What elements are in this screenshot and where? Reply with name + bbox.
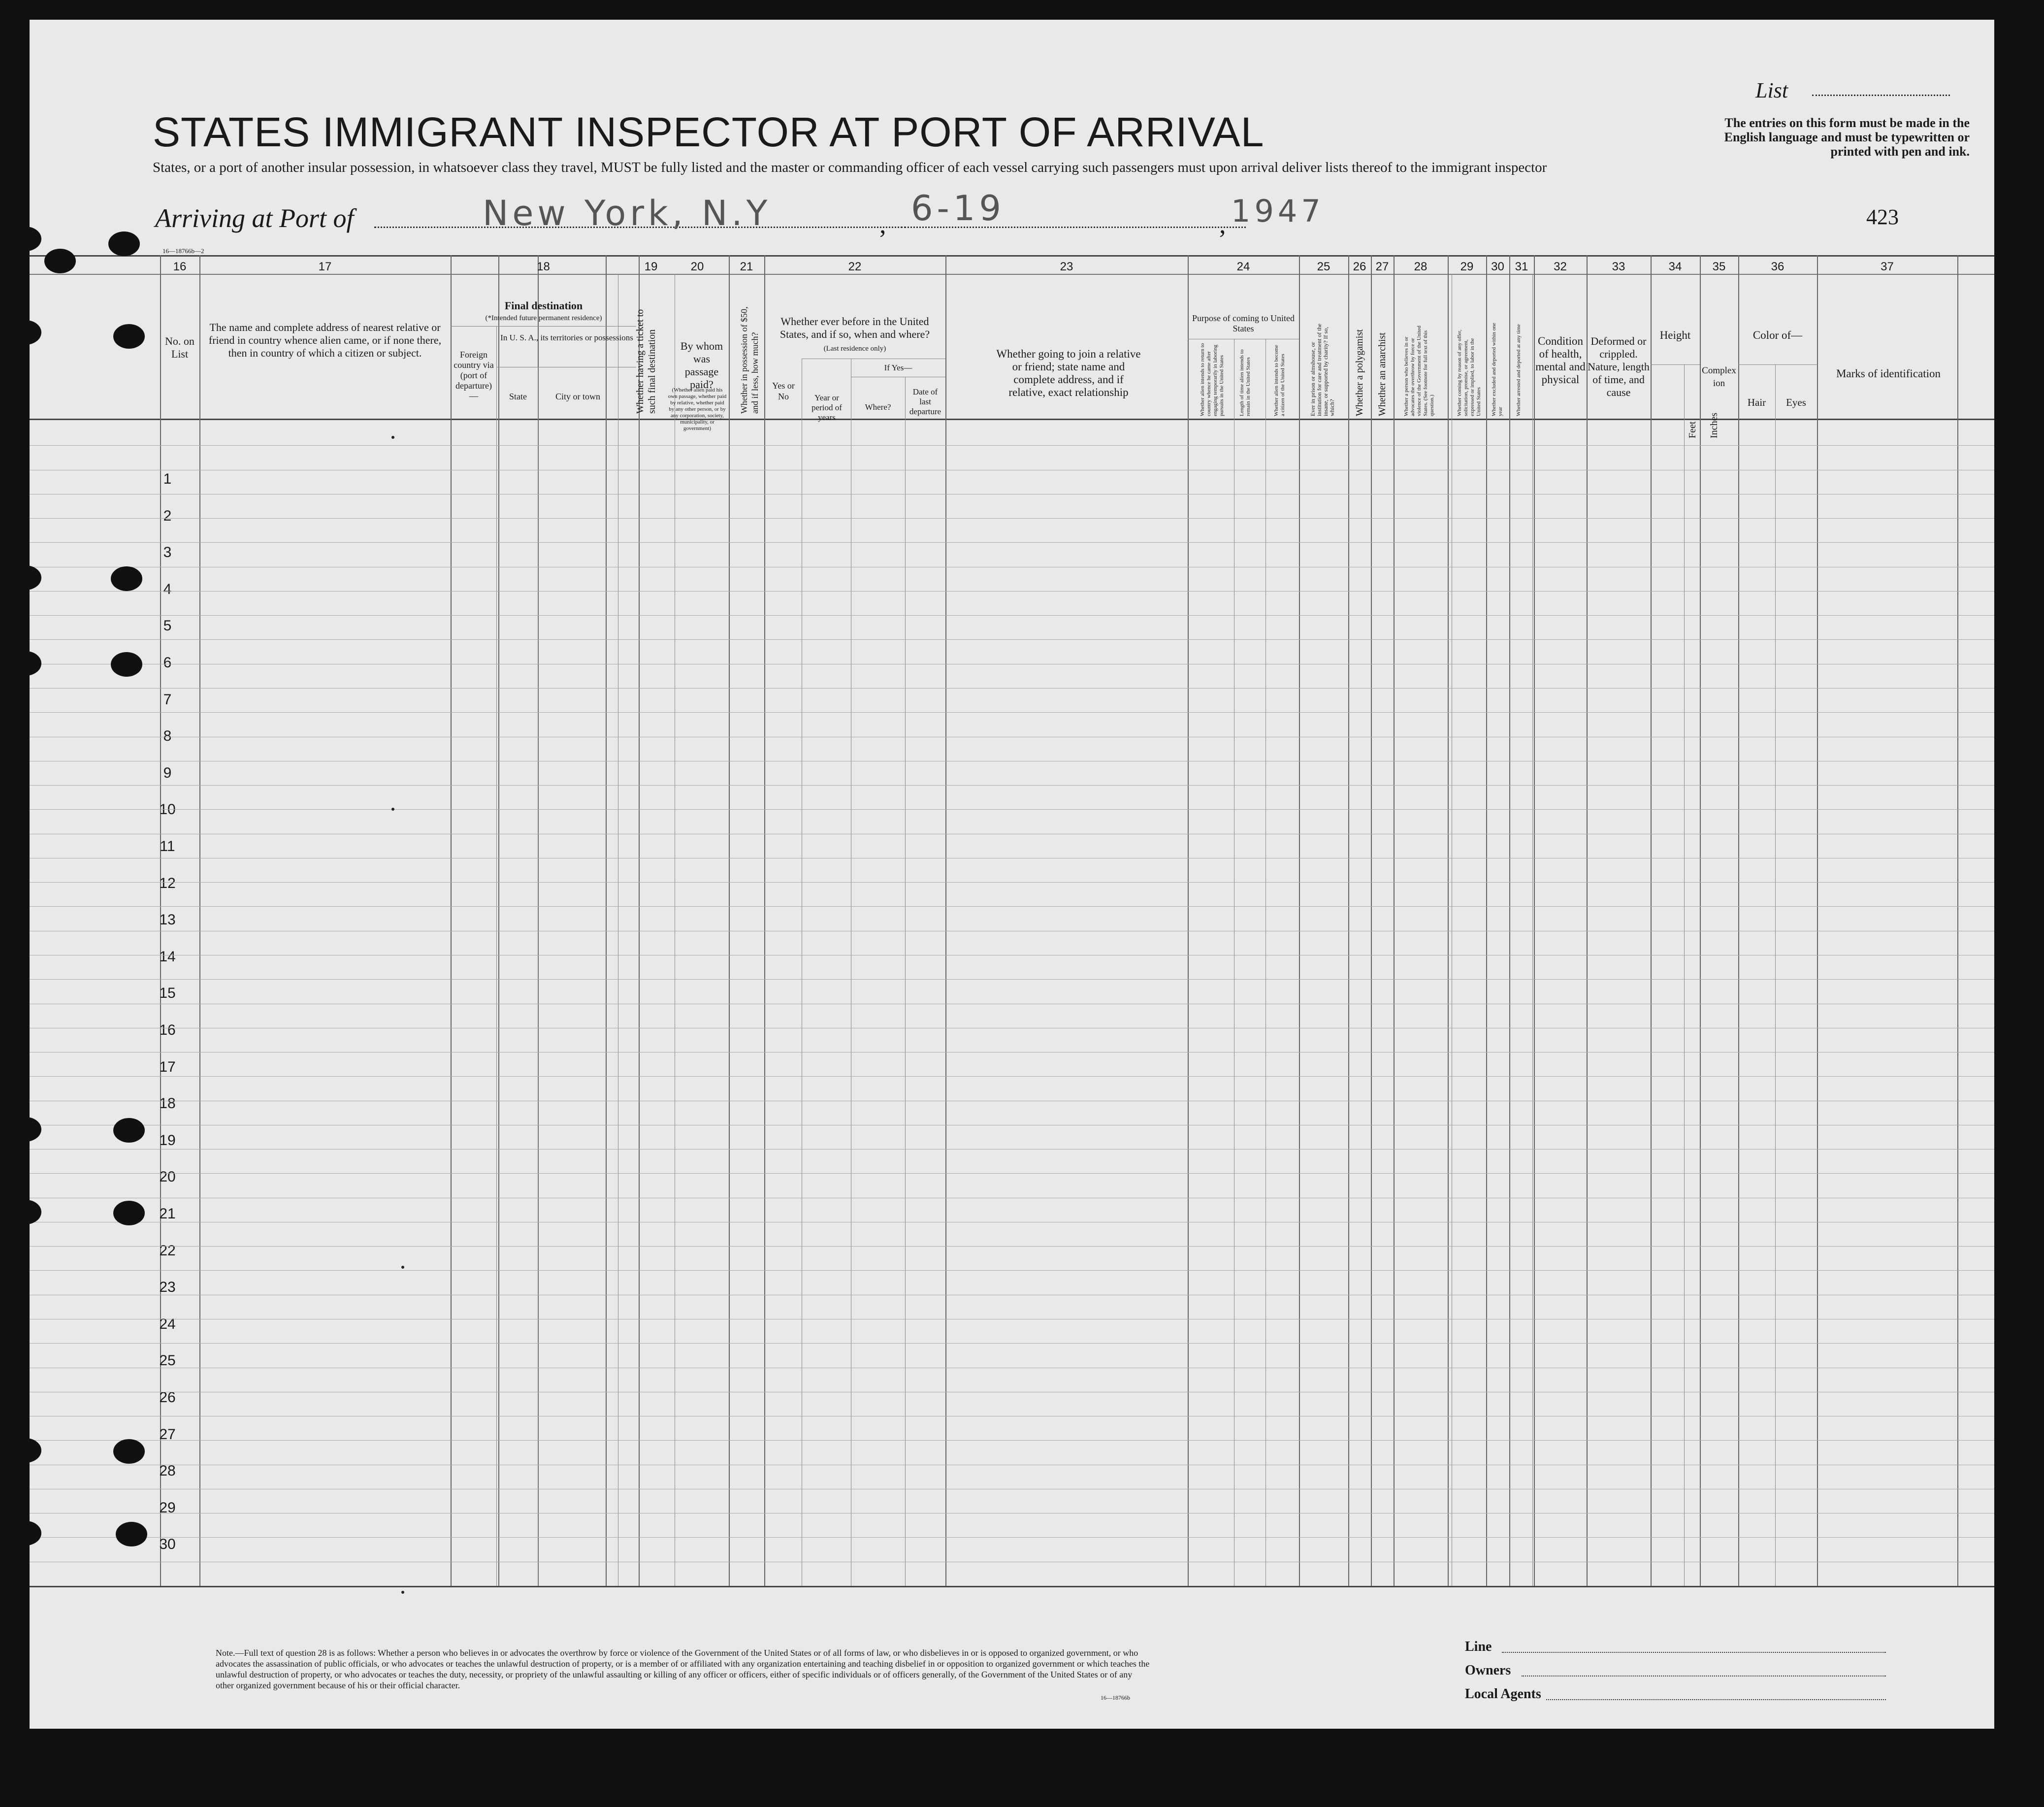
hdr-join-relative: Whether going to join a relative or friend; state name and complete address, and if relative, exact relationship — [996, 348, 1141, 398]
row-rule — [30, 1440, 1994, 1441]
row-rule — [30, 712, 1994, 713]
col-num-32: 32 — [1554, 260, 1567, 273]
row-rule — [30, 1246, 1994, 1247]
punch-hole — [116, 1522, 147, 1546]
hdr-city: City or town — [555, 392, 600, 401]
col-num-28: 28 — [1414, 260, 1428, 273]
row-number: 22 — [159, 1242, 176, 1259]
hdr-inches: Inches — [1709, 412, 1720, 438]
hdr-passage-paid-sub: (Whether alien paid his own passage, whether paid by relative, whether paid by any other person, or by any corporation, society, municipality, or government) — [668, 387, 727, 431]
col-divider — [1587, 255, 1588, 1586]
col-divider — [1534, 255, 1535, 1586]
row-rule — [30, 1173, 1994, 1174]
owners-label: Owners — [1465, 1663, 1511, 1678]
year-handwritten: 1947 — [1231, 193, 1325, 229]
hdr-ever-before-sub: (Last residence only) — [823, 345, 886, 353]
col-divider — [199, 255, 200, 1586]
header-subline — [1738, 364, 1817, 365]
hdr-no-on-list: No. on List — [165, 335, 195, 360]
hdr-year-period: Year or period of years — [811, 393, 842, 422]
row-rule — [30, 1076, 1994, 1077]
col-divider — [945, 255, 946, 1586]
col-divider — [606, 255, 607, 1586]
row-rule — [30, 1270, 1994, 1271]
hdr-hair: Hair — [1747, 396, 1766, 408]
col-num-23: 23 — [1060, 260, 1073, 273]
manifest-sheet — [30, 20, 1994, 1729]
row-number: 25 — [159, 1352, 176, 1369]
hdr-in-usa: In U. S. A., its territories or possessions — [500, 333, 633, 342]
punch-hole — [10, 1521, 41, 1545]
col-divider — [1348, 255, 1349, 1586]
col-num-16: 16 — [173, 260, 187, 273]
hdr-final-destination-sub: (*Intended future permanent residence) — [485, 314, 602, 322]
agents-field[interactable] — [1546, 1699, 1886, 1700]
hdr-deformed: Deformed or crippled. Nature, length of time, and cause — [1588, 335, 1650, 398]
page-title: STATES IMMIGRANT INSPECTOR AT PORT OF ARRIVAL — [153, 109, 1265, 155]
col-num-31: 31 — [1515, 260, 1528, 273]
row-rule — [30, 445, 1994, 446]
ink-speck — [391, 808, 394, 811]
row-rule — [30, 518, 1994, 519]
punch-hole — [10, 651, 41, 676]
col-num-19: 19 — [644, 260, 658, 273]
col-num-21: 21 — [740, 260, 753, 273]
col-num-37: 37 — [1881, 260, 1894, 273]
row-number: 17 — [159, 1058, 176, 1075]
punch-hole — [44, 249, 76, 273]
date-handwritten: 6-19 — [911, 188, 1005, 229]
col-num-35: 35 — [1712, 260, 1726, 273]
col-divider — [451, 255, 452, 1586]
hdr-feet: Feet — [1687, 421, 1698, 438]
punch-hole — [113, 1439, 145, 1464]
punch-hole — [10, 1200, 41, 1224]
hdr-color-of: Color of— — [1752, 329, 1803, 341]
hdr-if-yes: If Yes— — [884, 363, 912, 372]
hdr-condition: Condition of health, mental and physical — [1535, 335, 1586, 386]
hdr-ever-before: Whether ever before in the United States, and if so, when and where? — [779, 315, 930, 340]
row-number: 3 — [163, 544, 172, 561]
hdr-passage-paid: By whom was passage paid? — [680, 340, 723, 391]
row-number: 2 — [163, 507, 172, 524]
row-number: 5 — [163, 618, 172, 634]
row-number: 10 — [159, 801, 176, 818]
row-number: 12 — [159, 875, 176, 891]
hdr-purpose: Purpose of coming to United States — [1192, 313, 1295, 333]
row-number: 26 — [159, 1389, 176, 1406]
punch-hole — [10, 1117, 41, 1142]
row-number: 9 — [163, 764, 172, 781]
hdr-purpose-length: Length of time alien intends to remain in the United States — [1239, 349, 1251, 416]
header-subline — [1651, 364, 1700, 365]
footnote: Note.—Full text of question 28 is as follows: Whether a person who believes in or advocates the overthrow by force or violence of the Government of the United States or of all forms of law, or who disbelieves in or is opposed to organized government, or who advocates the assassination of public officials, or who advocates or teaches the unlawful destruction of property, or is a member of or affiliated with any organization entertaining and teaching disbelief in or opposition to organized government or which teaches the unlawful destruction of property, or who advocates or teaches the duty, necessity, or propriety of the unlawful assaulting or killing of any officer or officers, either of specific individuals or of officers generally, of the Government of the United States or of any other organized government because of his or their official character. — [216, 1648, 1150, 1690]
subcol-divider — [1265, 339, 1266, 1586]
port-handwritten: New York, N.Y — [483, 193, 772, 233]
punch-hole — [113, 324, 145, 349]
row-number: 27 — [159, 1426, 176, 1443]
row-number: 11 — [160, 838, 175, 854]
hdr-purpose-return: Whether alien intends to return to country whence he came after engaging temporarily in laboring pursuits in the United States — [1200, 343, 1225, 416]
col-divider — [1394, 255, 1395, 1586]
col-num-27: 27 — [1375, 260, 1389, 273]
punch-hole — [111, 566, 142, 591]
arriving-label: Arriving at Port of — [155, 203, 354, 233]
col-num-24: 24 — [1236, 260, 1250, 273]
hdr-nearest-relative: The name and complete address of nearest relative or friend in country whence alien came, or if none there, then in country of which a citizen or subject. — [208, 321, 442, 359]
col-divider — [1509, 255, 1510, 1586]
col-divider — [1700, 255, 1701, 1586]
row-rule — [30, 785, 1994, 786]
row-number: 14 — [159, 948, 176, 965]
ink-speck — [391, 436, 394, 439]
header-subline — [451, 326, 636, 327]
row-number: 24 — [159, 1315, 176, 1332]
subcol-divider — [905, 377, 906, 1586]
row-number: 21 — [159, 1206, 176, 1222]
col-num-18: 18 — [537, 260, 550, 273]
col-num-33: 33 — [1612, 260, 1625, 273]
hdr-yes-no: Yes or No — [772, 381, 795, 401]
col-divider — [764, 255, 765, 1586]
col-divider — [639, 255, 640, 1586]
page-number: 423 — [1866, 205, 1899, 229]
row-number: 16 — [159, 1022, 176, 1038]
col-divider — [729, 255, 730, 1586]
col-divider — [1188, 255, 1189, 1586]
row-rule — [30, 542, 1994, 543]
row-number: 4 — [163, 581, 172, 597]
hdr-prison: Ever in prison or almshouse, or institution for care and treatment of the insane, or supported by charity? If so, which? — [1309, 324, 1335, 416]
comma: , — [1219, 209, 1226, 239]
punch-hole — [10, 565, 41, 590]
col-divider — [1486, 255, 1487, 1586]
comma: , — [879, 209, 886, 239]
col-num-20: 20 — [690, 260, 704, 273]
row-number: 15 — [159, 985, 176, 1002]
line-field[interactable] — [1502, 1652, 1886, 1653]
list-number-line — [1812, 95, 1950, 96]
hdr-final-destination: Final destination — [504, 299, 583, 312]
row-rule — [30, 1537, 1994, 1538]
row-rule — [30, 688, 1994, 689]
form-code-bottom: 16—18766b — [1101, 1694, 1130, 1701]
hdr-polygamist: Whether a polygamist — [1354, 329, 1365, 416]
row-number: 8 — [163, 728, 172, 745]
form-code-top: 16—18766b—2 — [162, 247, 204, 255]
col-divider — [1738, 255, 1739, 1586]
col-num-29: 29 — [1460, 260, 1474, 273]
row-number: 13 — [159, 912, 176, 928]
ink-speck — [401, 1591, 404, 1594]
row-rule — [30, 639, 1994, 640]
subcol-divider — [496, 326, 497, 1586]
row-rule — [30, 1149, 1994, 1150]
hdr-marks: Marks of identification — [1836, 367, 1941, 380]
col-num-30: 30 — [1491, 260, 1504, 273]
hdr-offer: Whether coming by reason of any offer, solicitation, promise, or agreement, expressed or implied, to labor in the United States — [1457, 329, 1482, 416]
col-divider — [1957, 255, 1958, 1586]
hdr-height: Height — [1659, 329, 1691, 341]
col-num-17: 17 — [318, 260, 332, 273]
col-divider — [498, 255, 499, 1586]
col-divider — [1448, 255, 1449, 1586]
hdr-complexion: Complexion — [1702, 365, 1736, 389]
row-rule — [30, 1343, 1994, 1344]
col-num-22: 22 — [848, 260, 862, 273]
subcol-divider — [1532, 274, 1533, 1586]
subcol-divider — [1775, 364, 1776, 1586]
subcol-divider — [1684, 364, 1685, 1586]
row-rule — [30, 882, 1994, 883]
col-divider — [1817, 255, 1818, 1586]
hdr-ticket: Whether having a ticket to such final destination — [635, 309, 657, 414]
hdr-anarchist: Whether an anarchist — [1377, 332, 1388, 416]
list-label: List — [1755, 78, 1788, 102]
punch-hole — [10, 320, 41, 345]
row-rule — [30, 809, 1994, 810]
hdr-state: State — [509, 392, 527, 401]
hdr-overthrow: Whether a person who believes in or advocates the overthrow by force or violence of the Government of the United States. (See footnote for full text of this question.) — [1403, 326, 1435, 416]
punch-hole — [111, 652, 142, 677]
hdr-purpose-citizen: Whether alien intends to become a citizen of the United States — [1273, 345, 1286, 416]
hdr-eyes: Eyes — [1786, 396, 1806, 408]
col-num-25: 25 — [1317, 260, 1330, 273]
table-bottom-border — [30, 1586, 1994, 1587]
agents-label: Local Agents — [1465, 1686, 1541, 1702]
ink-speck — [401, 1266, 404, 1269]
row-number: 30 — [159, 1536, 176, 1553]
row-number: 20 — [159, 1169, 176, 1185]
row-rule — [30, 906, 1994, 907]
hdr-foreign-country: Foreign country via (port of departure)— — [454, 350, 494, 401]
row-number: 6 — [163, 655, 172, 671]
col-num-36: 36 — [1771, 260, 1784, 273]
col-num-26: 26 — [1353, 260, 1366, 273]
col-divider — [1651, 255, 1652, 1586]
col-divider — [1371, 255, 1372, 1586]
row-number: 29 — [159, 1499, 176, 1516]
punch-hole — [10, 227, 41, 251]
hdr-fifty-dollars: Whether in possession of $50, and if less, how much? — [739, 306, 760, 414]
row-rule — [30, 615, 1994, 616]
row-number: 19 — [159, 1132, 176, 1149]
hdr-where: Where? — [865, 402, 891, 412]
row-number: 18 — [159, 1095, 176, 1112]
hdr-excluded: Whether excluded and deported within one year — [1491, 323, 1503, 416]
col-num-34: 34 — [1668, 260, 1682, 273]
row-number: 1 — [163, 471, 172, 487]
punch-hole — [113, 1201, 145, 1225]
col-divider — [1299, 255, 1300, 1586]
row-number: 28 — [159, 1463, 176, 1479]
hdr-date-departure: Date of last departure — [909, 387, 941, 416]
page-subtitle: States, or a port of another insular possession, in whatsoever class they travel, MUST be fully listed and the master or commanding officer of each vessel carrying such passengers must upon arrival deliver lists thereof to the immigrant inspector — [153, 160, 1547, 175]
row-rule — [30, 979, 1994, 980]
punch-hole — [10, 1438, 41, 1463]
line-label: Line — [1465, 1639, 1492, 1654]
hdr-arrested: Whether arrested and deported at any time — [1516, 324, 1522, 416]
row-number: 7 — [163, 691, 172, 708]
punch-hole — [108, 231, 140, 256]
entries-note: The entries on this form must be made in the English language and must be typewritten or printed with pen and ink. — [1724, 116, 1970, 159]
punch-hole — [113, 1118, 145, 1143]
row-number: 23 — [159, 1279, 176, 1296]
